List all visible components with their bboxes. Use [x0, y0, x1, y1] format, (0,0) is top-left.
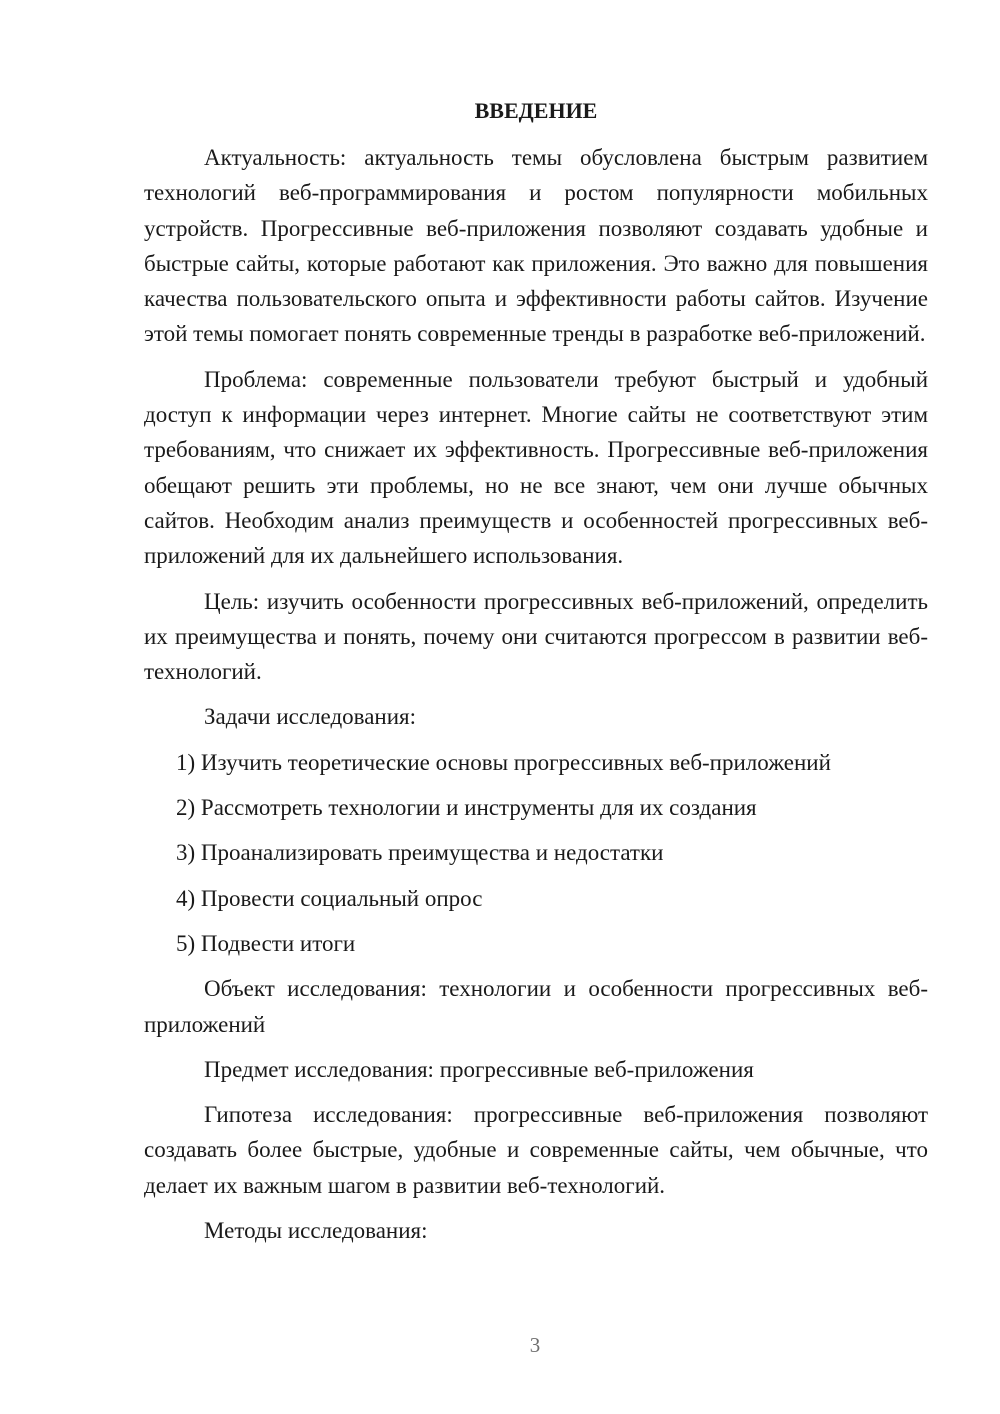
list-item: 3) Проанализировать преимущества и недостатки: [176, 840, 664, 866]
tasks-heading: Задачи исследования:: [204, 704, 417, 730]
hypothesis-paragraph: Гипотеза исследования: прогрессивные веб-приложения позволяют создавать более быстрые, удобные и современные сайты, чем обычные, что делает их важным шагом в развитии веб-технологий.: [144, 1102, 928, 1198]
problem-paragraph: Проблема: современные пользователи требуют быстрый и удобный доступ к информации через интернет. Многие сайты не соответствуют этим требованиям, что снижает их эффективность. Прогрессивные веб-приложения обещают решить эти проблемы, но не все знают, чем они лучше обычных сайтов. Необходим анализ преимуществ и особенностей прогрессивных веб-приложений для их дальнейшего использования.: [144, 366, 928, 569]
list-item: 2) Рассмотреть технологии и инструменты для их создания: [176, 795, 757, 821]
object-paragraph: Объект исследования: технологии и особенности прогрессивных веб-приложений: [144, 976, 928, 1037]
page-title: ВВЕДЕНИЕ: [474, 98, 598, 123]
relevance-paragraph: Актуальность: актуальность темы обусловлена быстрым развитием технологий веб-программирования и ростом популярности мобильных устройств. Прогрессивные веб-приложения позволяют создавать удобные и быстрые сайты, которые работают как приложения. Это важно для повышения качества пользовательского опыта и эффективности работы сайтов. Изучение этой темы помогает понять современные тренды в разработке веб-приложений.: [144, 145, 928, 347]
subject-paragraph: Предмет исследования: прогрессивные веб-приложения: [204, 1056, 754, 1082]
list-item: 4) Провести социальный опрос: [176, 885, 483, 911]
methods-heading: Методы исследования:: [204, 1218, 428, 1244]
page-content: [144, 96, 928, 1248]
list-item: 5) Подвести итоги: [176, 930, 356, 956]
list-item: 1) Изучить теоретические основы прогрессивных веб-приложений: [176, 749, 831, 775]
goal-paragraph: Цель: изучить особенности прогрессивных веб-приложений, определить их преимущества и понять, почему они считаются прогрессом в развитии веб-технологий.: [144, 588, 928, 685]
tasks-list: [144, 745, 928, 961]
page-number: 3: [529, 1333, 541, 1357]
